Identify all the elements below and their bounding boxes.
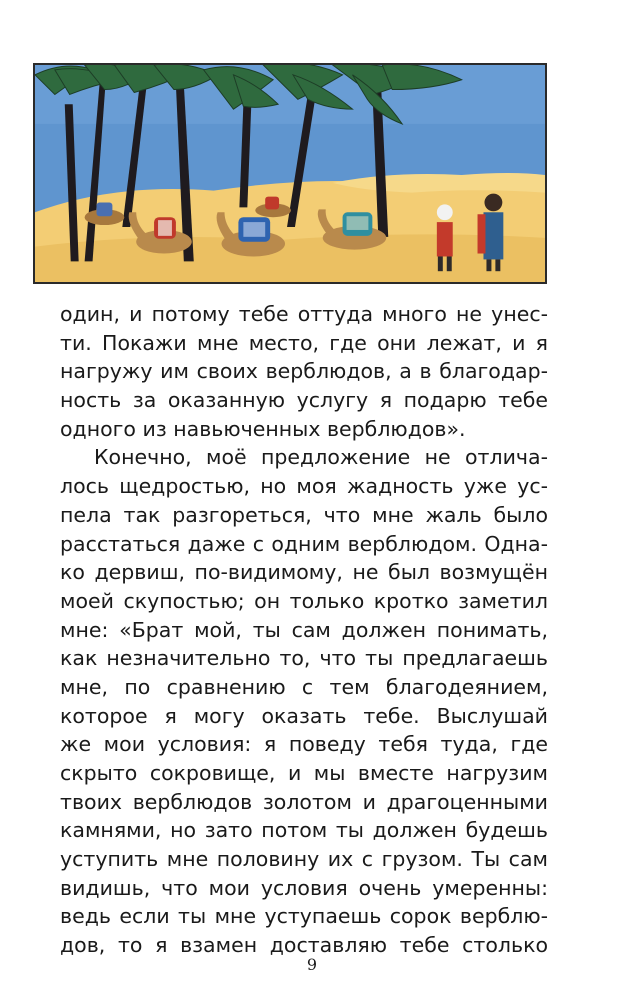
text-line: ти. Покажи мне место, где они лежат, и я	[60, 330, 548, 355]
text-line: нагружу им своих верблюдов, а в благодар-	[60, 359, 548, 384]
page-number: 9	[306, 955, 318, 974]
text-line: мне: «Брат мой, ты сам должен понимать,	[60, 617, 548, 642]
text-line: камнями, но зато потом ты должен будешь	[60, 818, 548, 843]
text-line: моей скупостью; он только кротко заметил	[60, 588, 548, 613]
text-line: ведь если ты мне уступаешь сорок верблю-	[60, 904, 548, 929]
text-line: как незначительно то, что ты предлагаешь	[60, 646, 548, 671]
text-line: же мои условия: я поведу тебя туда, где	[60, 732, 548, 757]
text-line: ность за оказанную услугу я подарю тебе	[60, 388, 548, 413]
text-line: мне, по сравнению с тем благодеянием,	[60, 674, 548, 699]
text-line: один, и потому тебе оттуда много не унес-	[60, 302, 548, 326]
text-line: дов, то я взамен доставляю тебе столько	[60, 933, 548, 958]
text-line: расстаться даже с одним верблюдом. Одна-	[60, 531, 548, 556]
text-line: твоих верблюдов золотом и драгоценными	[60, 789, 548, 814]
text-line: пела так разгореться, что мне жаль было	[60, 502, 548, 527]
text-line: лось щедростью, но моя жадность уже ус-	[60, 474, 548, 499]
text-line: которое я могу оказать тебе. Выслушай	[60, 703, 548, 728]
text-line: ко дервиш, по-видимому, не был возмущён	[60, 560, 548, 585]
text-line: одного из навьюченных верблюдов».	[60, 416, 466, 441]
text-line: Конечно, моё предложение не отлича-	[94, 445, 548, 470]
body-text	[60, 300, 548, 960]
text-line: уступить мне половину их с грузом. Ты сам	[60, 847, 548, 872]
desert-camels-illustration	[33, 63, 547, 284]
text-line: видишь, что мои условия очень умеренны:	[60, 875, 548, 900]
text-line: скрыто сокровище, и мы вместе нагрузим	[60, 761, 548, 785]
